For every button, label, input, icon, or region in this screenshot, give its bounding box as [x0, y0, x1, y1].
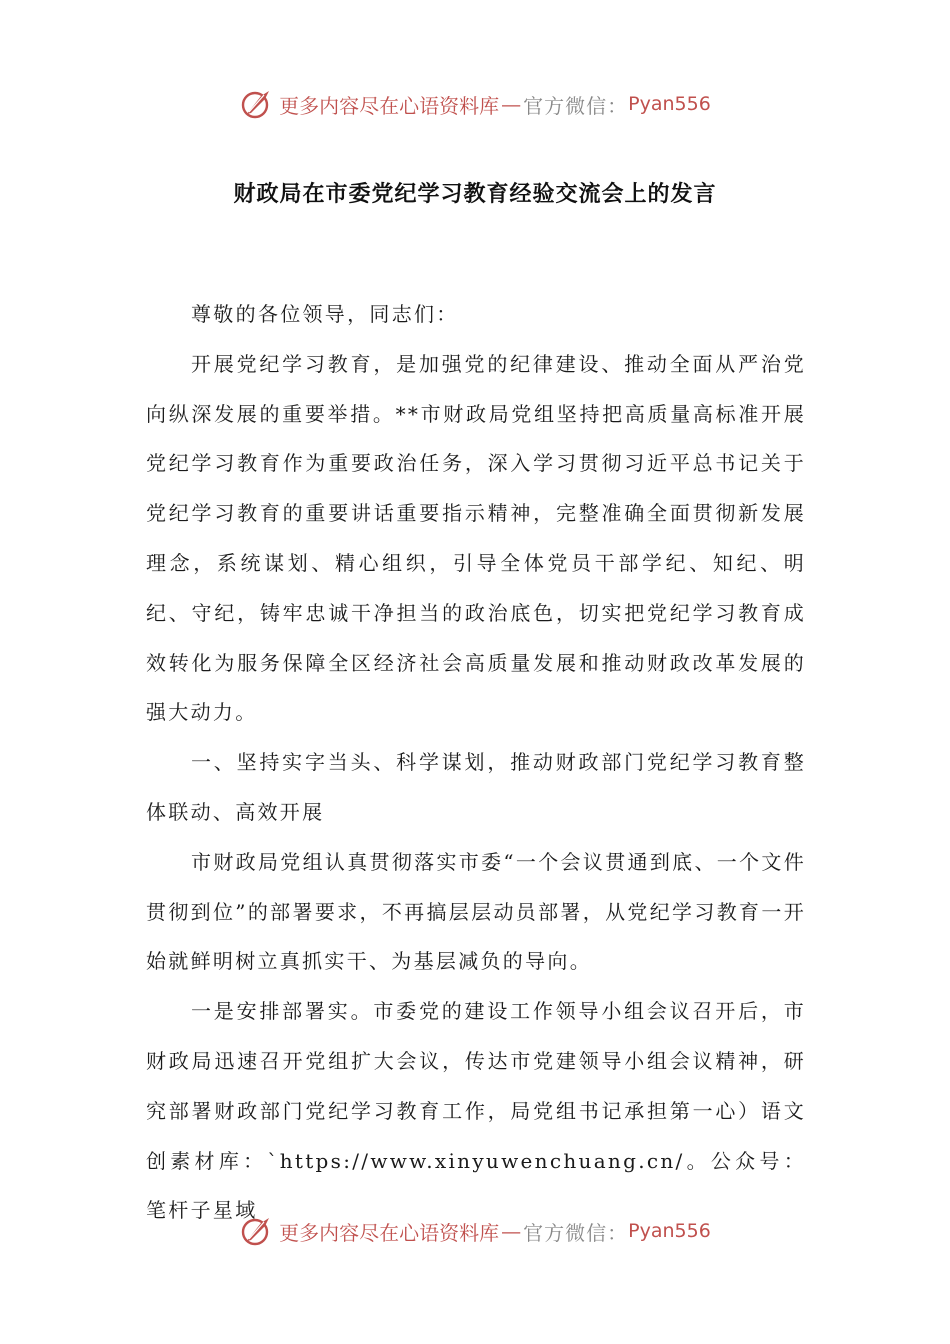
- salutation-paragraph: 尊敬的各位领导，同志们：: [191, 302, 459, 326]
- quill-logo-icon: [239, 87, 273, 121]
- watermark-wechat-id: Pyan556: [628, 1220, 711, 1242]
- watermark-separator: —: [501, 92, 522, 116]
- document-body: [146, 290, 806, 1236]
- document-title: 财政局在市委党纪学习教育经验交流会上的发言: [233, 182, 717, 207]
- watermark-official-label: 官方微信：: [523, 93, 629, 118]
- footer-watermark: [0, 1211, 950, 1251]
- intro-paragraph: 开展党纪学习教育，是加强党的纪律建设、推动全面从严治党向纵深发展的重要举措。**市财政局党组坚持把高质量高标准开展党纪学习教育作为重要政治任务，深入学习贯彻习近平总书记关于党纪学习教育的重要讲话重要指示精神，完整准确全面贯彻新发展理念，系统谋划、精心组织，引导全体党员干部学纪、知纪、明纪、守纪，铸牢忠诚干净担当的政治底色，切实把党纪学习教育成效转化为服务保障全区经济社会高质量发展和推动财政改革发展的强大动力。: [146, 351, 806, 725]
- watermark-wechat-id: Pyan556: [628, 93, 711, 115]
- watermark-separator: —: [501, 1219, 522, 1243]
- watermark-official-label: 官方微信：: [523, 1220, 629, 1245]
- section-1-paragraph: 市财政局党组认真贯彻落实市委“一个会议贯通到底、一个文件贯彻到位”的部署要求，不再搞层层动员部署，从党纪学习教育一开始就鲜明树立真抓实干、为基层减负的导向。: [146, 849, 806, 974]
- section-heading-1: 一、坚持实字当头、科学谋划，推动财政部门党纪学习教育整体联动、高效开展: [146, 750, 806, 824]
- watermark-text: 更多内容尽在心语资料库: [279, 93, 500, 118]
- quill-logo-icon: [239, 1214, 273, 1248]
- section-1-point-1: 一是安排部署实。市委党的建设工作领导小组会议召开后，市财政局迅速召开党组扩大会议，传达市党建领导小组会议精神，研究部署财政部门党纪学习教育工作，局党组书记承担第一心）语文创素材库：`https://www.xinyuwenchuang.cn/。公众号：笔杆子星域: [146, 999, 806, 1223]
- watermark-text: 更多内容尽在心语资料库: [279, 1220, 500, 1245]
- header-watermark: [0, 84, 950, 124]
